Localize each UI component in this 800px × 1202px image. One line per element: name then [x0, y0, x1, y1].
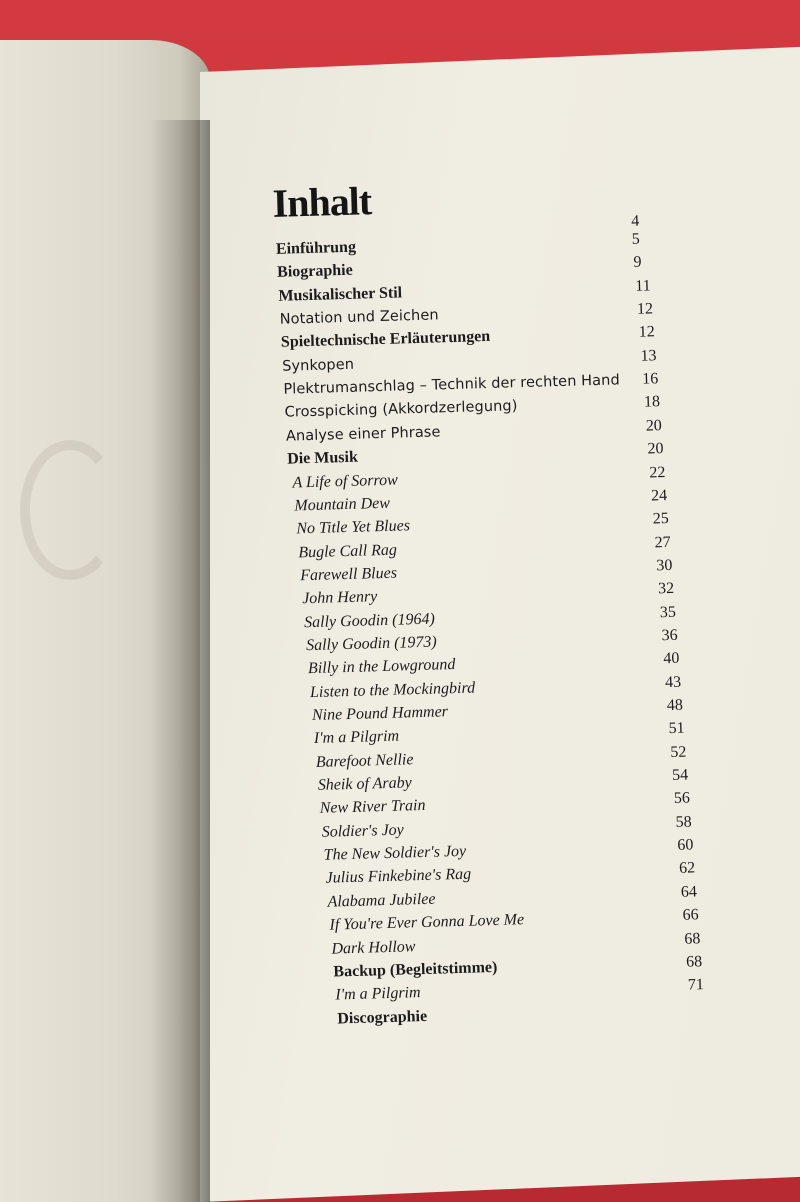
toc-page-number: 62 — [678, 859, 696, 878]
toc-page-number: 20 — [647, 440, 664, 458]
toc-page-number: 68 — [685, 953, 703, 971]
toc-entry-title: Sally Goodin (1973) — [305, 633, 437, 655]
page-title: Inhalt — [272, 178, 372, 226]
toc-page-number: 51 — [668, 719, 685, 738]
toc-entry-title: Plektrumanschlag – Technik der rechten Hand — [283, 372, 621, 398]
table-of-contents — [270, 168, 734, 1060]
toc-entry-title: Notation und Zeichen — [279, 307, 439, 328]
toc-page-number: 25 — [652, 510, 670, 528]
toc-entry-title: If You're Ever Gonna Love Me — [329, 911, 525, 934]
toc-entry-title: Sheik of Araby — [317, 774, 412, 794]
toc-entry-title: Soldier's Joy — [321, 821, 405, 841]
toc-entry-title: Barefoot Nellie — [315, 750, 414, 771]
toc-page-number: 9 — [633, 254, 642, 272]
toc-page-number: 71 — [687, 976, 705, 994]
toc-entry-title: Farewell Blues — [300, 564, 398, 585]
toc-page-number: 64 — [680, 883, 698, 901]
toc-entry-title: Synkopen — [281, 356, 355, 375]
toc-page-number: 20 — [645, 416, 663, 435]
toc-entry-title: Die Musik — [286, 448, 359, 468]
toc-page-number: 5 — [631, 230, 641, 248]
toc-page-number: 52 — [670, 743, 687, 761]
toc-page-number: 58 — [675, 813, 692, 831]
toc-entry-title: Musikalischer Stil — [278, 284, 403, 305]
toc-page-number: 35 — [659, 603, 677, 621]
toc-page-number: 18 — [643, 393, 661, 412]
toc-entry-title: Alabama Jubilee — [327, 890, 436, 911]
toc-page-number: 13 — [640, 347, 657, 365]
toc-entry-title: Sally Goodin (1964) — [303, 610, 436, 631]
toc-page-number: 48 — [666, 696, 684, 715]
toc-entry-title: Einführung — [275, 238, 357, 258]
toc-page-number: 43 — [664, 673, 682, 691]
toc-page-number: 60 — [677, 836, 694, 854]
toc-entry-title: Backup (Begleitstimme) — [333, 958, 498, 981]
toc-page-number: 68 — [684, 929, 701, 948]
toc-entry-title: Nine Pound Hammer — [311, 703, 449, 725]
toc-entry-title: Crosspicking (Akkordzerlegung) — [284, 398, 518, 422]
toc-entry-title: No Title Yet Blues — [296, 517, 411, 538]
toc-page-number: 12 — [636, 300, 654, 318]
toc-page-number: 30 — [656, 556, 673, 575]
toc-entry-title: Dark Hollow — [331, 937, 416, 958]
toc-page-number: 22 — [649, 463, 666, 482]
toc-page-number: 56 — [673, 789, 691, 808]
toc-entry-title: The New Soldier's Joy — [323, 842, 467, 864]
toc-entry-title: Spieltechnische Erläuterungen — [280, 328, 491, 352]
toc-entry-title: I'm a Pilgrim — [313, 727, 400, 748]
toc-entry-title: Mountain Dew — [294, 494, 391, 515]
toc-entry-title: Analyse einer Phrase — [285, 424, 441, 445]
toc-entry-title: New River Train — [319, 797, 426, 818]
toc-page-number: 11 — [635, 277, 651, 295]
toc-entry-title: Billy in the Lowground — [307, 656, 456, 678]
toc-page-number: 24 — [650, 486, 668, 505]
toc-entry-title: I'm a Pilgrim — [335, 984, 421, 1004]
toc-page-number: 4 — [631, 212, 640, 230]
toc-page-number: 54 — [671, 766, 689, 785]
toc-entry-title: Julius Finkebine's Rag — [325, 866, 472, 888]
toc-page-number: 40 — [663, 650, 680, 668]
toc-entry-title: Bugle Call Rag — [298, 541, 398, 561]
toc-page-number: 27 — [654, 533, 671, 551]
toc-entry-title: Discographie — [337, 1007, 428, 1027]
toc-page-number: 16 — [642, 370, 659, 388]
toc-page-number: 32 — [657, 580, 675, 598]
toc-entry-title: Listen to the Mockingbird — [309, 679, 476, 701]
bleed-through-mark — [20, 440, 120, 580]
toc-entry-title: Biographie — [276, 262, 353, 282]
toc-entry-title: A Life of Sorrow — [292, 471, 399, 491]
book-gutter-shadow — [150, 120, 210, 1202]
toc-page-number: 36 — [661, 626, 678, 645]
toc-entry-title: John Henry — [301, 588, 378, 608]
toc-page-number: 66 — [682, 906, 699, 924]
toc-page-number: 12 — [638, 323, 656, 342]
